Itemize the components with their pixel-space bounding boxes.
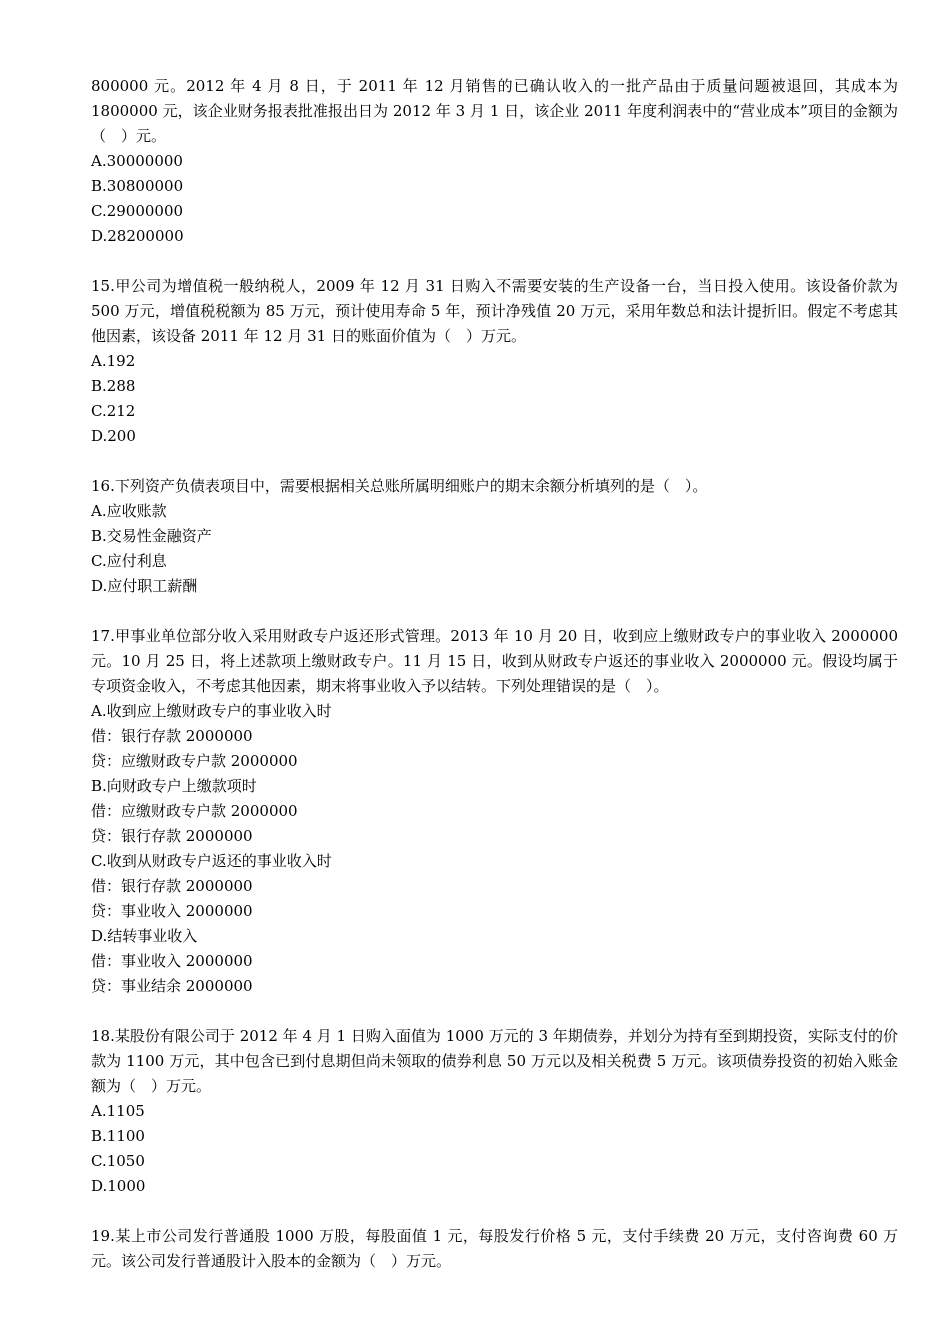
question-stem: 15.甲公司为增值税一般纳税人，2009 年 12 月 31 日购入不需要安装的生产设备一台，当日投入使用。该设备价款为 500 万元，增值税税额为 85 万元，预计使用寿命 5 年，预计净残值 20 万元，采用年数总和法计提折旧。假定不考虑其他因素，该设备 2011 年 12 月 31 日的账面价值为（ ）万元。 xyxy=(91,277,898,345)
question-14-continued xyxy=(91,74,898,249)
question-stem: 800000 元。2012 年 4 月 8 日，于 2011 年 12 月销售的已确认收入的一批产品由于质量问题被退回，其成本为 1800000 元，该企业财务报表批准报出日为 2012 年 3 月 1 日，该企业 2011 年度利润表中的“营业成本”项目的金额为（ ）元。 xyxy=(91,77,898,145)
option-a: A.192 xyxy=(91,352,136,370)
question-18 xyxy=(91,1024,898,1199)
option-d: D.28200000 xyxy=(91,227,184,245)
option-a: A.应收账款 xyxy=(91,502,167,520)
question-stem: 19.某上市公司发行普通股 1000 万股，每股面值 1 元，每股发行价格 5 元，支付手续费 20 万元，支付咨询费 60 万元。该公司发行普通股计入股本的金额为（ ）万元。 xyxy=(91,1227,898,1270)
journal-debit: 借：事业收入 2000000 xyxy=(91,952,253,970)
journal-credit: 贷：应缴财政专户款 2000000 xyxy=(91,752,298,770)
question-17 xyxy=(91,624,898,999)
question-19 xyxy=(91,1224,898,1274)
journal-credit: 贷：事业结余 2000000 xyxy=(91,977,253,995)
option-c: C.收到从财政专户返还的事业收入时 xyxy=(91,852,332,870)
option-c: C.1050 xyxy=(91,1152,145,1170)
option-d: D.200 xyxy=(91,427,136,445)
journal-debit: 借：银行存款 2000000 xyxy=(91,727,253,745)
question-stem: 17.甲事业单位部分收入采用财政专户返还形式管理。2013 年 10 月 20 日，收到应上缴财政专户的事业收入 2000000 元。10 月 25 日，将上述款项上缴财政专户。11 月 15 日，收到从财政专户返还的事业收入 2000000 元。假设均属于专项资金收入，不考虑其他因素，期末将事业收入予以结转。下列处理错误的是（ ）。 xyxy=(91,627,898,695)
option-a: A.收到应上缴财政专户的事业收入时 xyxy=(91,702,332,720)
option-b: B.1100 xyxy=(91,1127,145,1145)
question-15 xyxy=(91,274,898,449)
option-d: D.应付职工薪酬 xyxy=(91,577,198,595)
option-a: A.1105 xyxy=(91,1102,145,1120)
journal-debit: 借：应缴财政专户款 2000000 xyxy=(91,802,298,820)
option-b: B.交易性金融资产 xyxy=(91,527,212,545)
option-b: B.30800000 xyxy=(91,177,184,195)
option-c: C.212 xyxy=(91,402,136,420)
journal-credit: 贷：银行存款 2000000 xyxy=(91,827,253,845)
option-a: A.30000000 xyxy=(91,152,183,170)
question-stem: 16.下列资产负债表项目中，需要根据相关总账所属明细账户的期末余额分析填列的是（ ）。 xyxy=(91,477,708,495)
option-b: B.288 xyxy=(91,377,136,395)
option-c: C.29000000 xyxy=(91,202,184,220)
question-stem: 18.某股份有限公司于 2012 年 4 月 1 日购入面值为 1000 万元的 3 年期债券，并划分为持有至到期投资，实际支付的价款为 1100 万元，其中包含已到付息期但尚未领取的债券利息 50 万元以及相关税费 5 万元。该项债券投资的初始入账金额为（ ）万元。 xyxy=(91,1027,898,1095)
question-16 xyxy=(91,474,898,599)
option-d: D.1000 xyxy=(91,1177,146,1195)
option-c: C.应付利息 xyxy=(91,552,167,570)
option-b: B.向财政专户上缴款项时 xyxy=(91,777,257,795)
journal-debit: 借：银行存款 2000000 xyxy=(91,877,253,895)
option-d: D.结转事业收入 xyxy=(91,927,198,945)
journal-credit: 贷：事业收入 2000000 xyxy=(91,902,253,920)
